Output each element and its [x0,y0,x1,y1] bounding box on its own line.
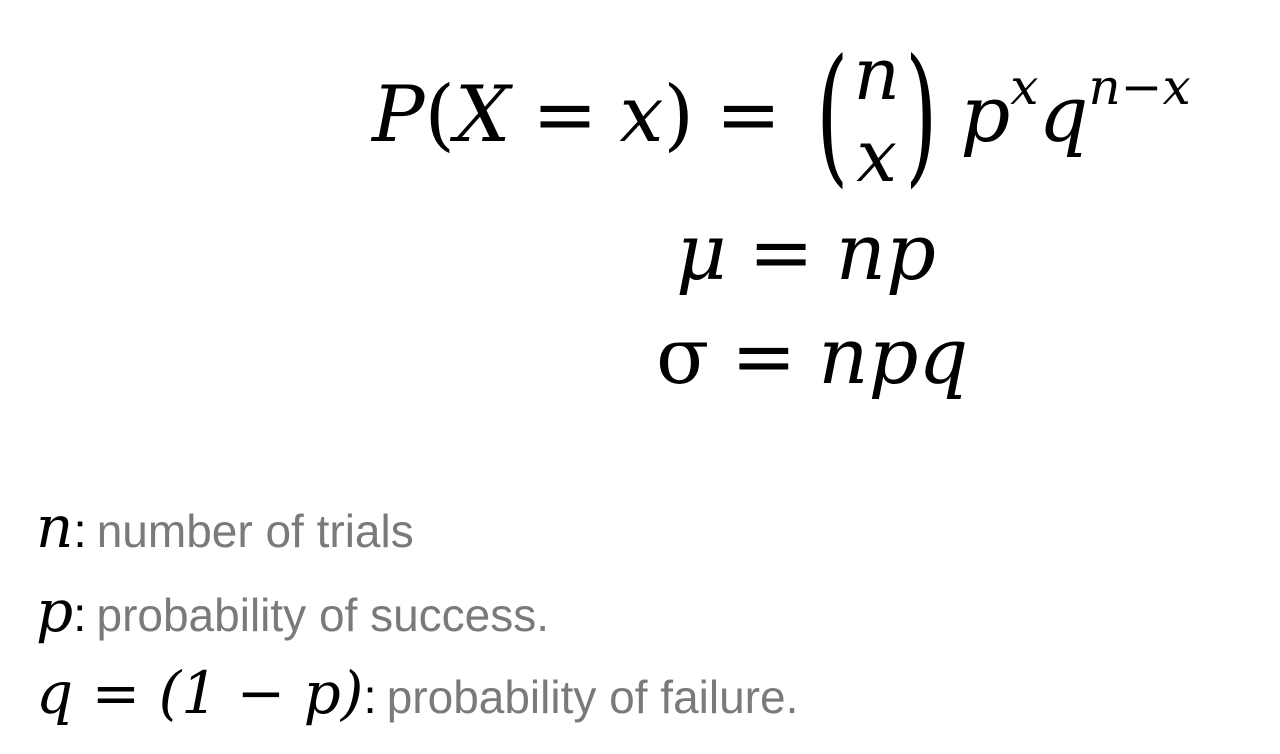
legend-symbol: p [36,577,74,645]
legend-colon: : [73,505,87,558]
mean-expression: np [835,208,936,298]
mean-equals: = [748,208,814,298]
sigma-formula [656,312,969,402]
sigma-symbol: σ [656,312,710,402]
legend-description: number of trials [96,505,414,557]
formula-lhs-P: P [372,70,425,160]
sigma-expression: npq [818,312,969,402]
legend-item-n [36,493,414,561]
formula-equals: = [715,70,782,160]
legend-symbol: n [36,493,74,561]
legend-description: probability of failure. [386,671,799,723]
mean-symbol: μ [676,208,727,298]
formula-lhs-X: X [454,70,511,160]
legend-colon: : [363,671,377,724]
formula-base-q: q [1038,70,1089,160]
binom-stack [853,32,900,198]
formula-lhs-x: x [619,70,664,160]
binom-top: n [853,32,900,116]
formula-lhs-equals: = [532,70,598,160]
legend-item-p [36,577,550,645]
legend-description: probability of success. [96,589,550,641]
binom-right-paren: ) [904,28,938,202]
binomial-coefficient [803,28,950,202]
binomial-formula [372,28,1191,202]
legend-colon: : [73,589,87,642]
formula-exp-p: x [1010,58,1039,116]
formula-base-p: p [960,70,1011,160]
sigma-equals: = [731,312,797,402]
mean-formula [676,208,936,298]
formula-exp-q: n−x [1088,58,1191,116]
formula-lhs-close-paren: ) [663,70,694,160]
binom-left-paren: ( [816,28,849,202]
legend-symbol: q = (1 − p) [36,659,364,727]
legend-item-q [36,659,799,727]
formula-lhs-open-paren: ( [424,70,455,160]
binom-bottom: x [856,114,897,198]
